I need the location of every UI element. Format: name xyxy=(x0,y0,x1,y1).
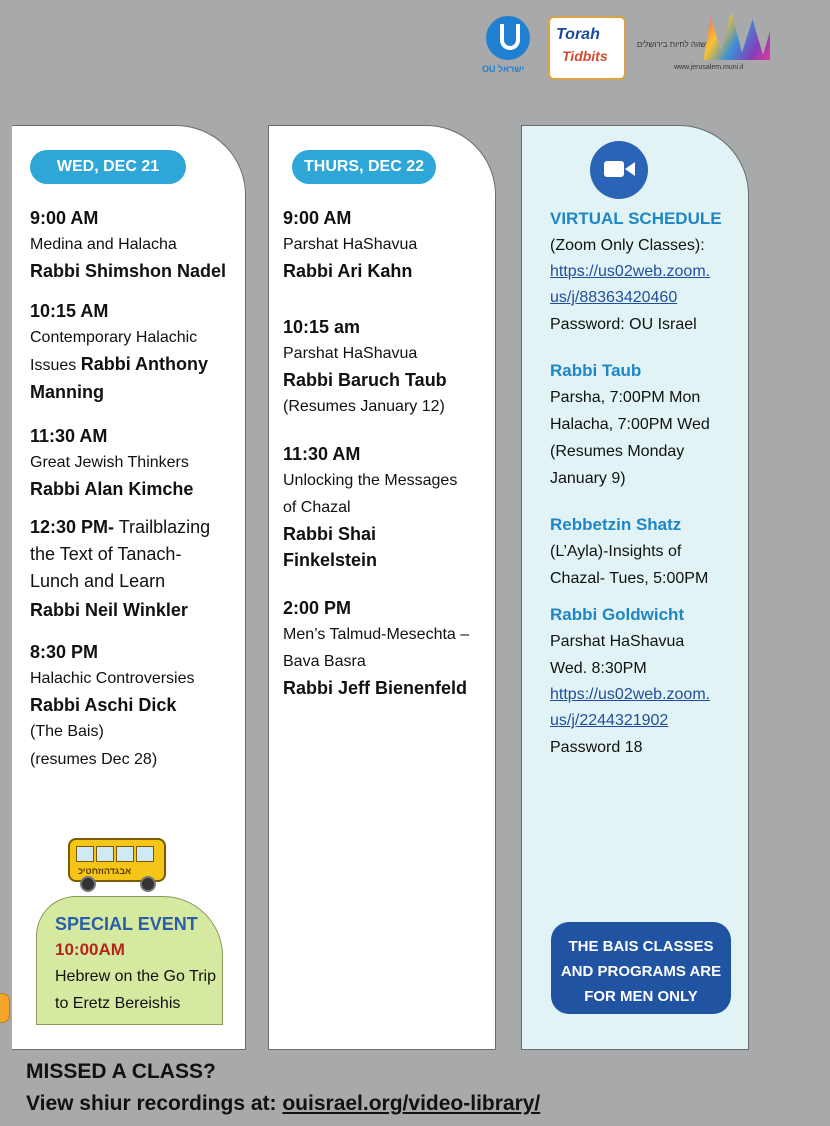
class-time: 2:00 PM xyxy=(283,598,352,618)
zoom-video-icon xyxy=(590,141,648,199)
day-badge-wed: WED, DEC 21 xyxy=(30,150,186,184)
virtual-rabbi-name: Rabbi Goldwicht xyxy=(550,605,685,624)
video-library-link[interactable]: ouisrael.org/video-library/ xyxy=(282,1092,541,1115)
bus-wheel xyxy=(80,876,96,892)
class-rabbi: Rabbi Ari Kahn xyxy=(283,261,413,281)
notice-line: THE BAIS CLASSES xyxy=(568,938,714,955)
class-rabbi: Rabbi Baruch Taub xyxy=(283,370,447,390)
notice-line: FOR MEN ONLY xyxy=(584,988,698,1005)
bus-body xyxy=(68,838,166,882)
class-entry xyxy=(283,441,488,573)
zoom-password-1: Password: OU Israel xyxy=(550,316,697,333)
virtual-detail: Parsha, 7:00PM Mon xyxy=(550,389,701,406)
torah-logo-line2: Tidbits xyxy=(562,48,608,64)
class-time: 11:30 AM xyxy=(30,426,108,446)
special-event-desc: Hebrew on the Go Trip to Eretz Bereishis xyxy=(55,968,216,1012)
men-only-notice xyxy=(551,922,731,1014)
class-topic: Contemporary Halachic Issues xyxy=(30,329,198,374)
class-rabbi: Rabbi Shai Finkelstein xyxy=(283,524,378,570)
virtual-detail: (L’Ayla)-Insights of xyxy=(550,543,682,560)
class-topic-rabbi-wrap xyxy=(30,324,210,407)
class-entry xyxy=(30,423,240,502)
notice-line: AND PROGRAMS ARE xyxy=(560,963,722,980)
class-time: 8:30 PM xyxy=(30,642,99,662)
class-topic: Men’s Talmud-Mesechta – Bava Basra xyxy=(283,626,470,670)
virtual-schedule-subtitle: (Zoom Only Classes): xyxy=(550,237,705,254)
class-time: 9:00 AM xyxy=(283,208,352,228)
ou-logo-label: OU ישראל xyxy=(482,64,525,74)
class-time: 12:30 PM- xyxy=(30,517,115,537)
virtual-detail: Halacha, 7:00PM Wed xyxy=(550,416,710,433)
school-bus-icon xyxy=(66,838,170,894)
zoom-password-2: Password 18 xyxy=(550,739,643,756)
video-camera-icon xyxy=(604,161,624,177)
decorative-dot xyxy=(0,993,10,1023)
special-event-box xyxy=(36,896,223,1025)
class-note: (Resumes January 12) xyxy=(283,398,445,415)
class-entry xyxy=(30,298,240,407)
class-rabbi: Rabbi Anthony Manning xyxy=(30,354,209,402)
class-topic: Parshat HaShavua xyxy=(283,345,418,362)
class-time: 9:00 AM xyxy=(30,208,99,228)
jerusalem-logo-icon xyxy=(700,12,770,60)
class-note: (resumes Dec 28) xyxy=(30,751,158,768)
virtual-schedule xyxy=(550,206,745,761)
jerusalem-municipality-logo xyxy=(634,12,774,80)
class-topic: Parshat HaShavua xyxy=(283,236,418,253)
virtual-detail: Chazal- Tues, 5:00PM xyxy=(550,570,709,587)
class-entry xyxy=(30,205,240,284)
footer-heading: MISSED A CLASS? xyxy=(26,1060,216,1083)
jerusalem-logo-text: שווה לחיות בירושלים xyxy=(636,40,706,49)
video-camera-lens-icon xyxy=(625,162,635,176)
class-time: 10:15 AM xyxy=(30,301,109,321)
ou-logo-icon xyxy=(486,16,530,60)
footer-prefix: View shiur recordings at: xyxy=(26,1092,283,1115)
zoom-link-2a[interactable]: https://us02web.zoom. xyxy=(550,686,711,703)
zoom-link-1b[interactable]: us/j/88363420460 xyxy=(550,289,678,306)
virtual-detail: January 9) xyxy=(550,470,626,487)
class-entry xyxy=(30,514,240,623)
virtual-detail: Wed. 8:30PM xyxy=(550,660,647,677)
class-entry xyxy=(30,639,240,774)
virtual-schedule-title: VIRTUAL SCHEDULE xyxy=(550,209,722,228)
sponsor-logos xyxy=(482,12,772,82)
ou-israel-logo xyxy=(482,14,538,80)
zoom-link-2b[interactable]: us/j/2244321902 xyxy=(550,712,669,729)
class-topic: Medina and Halacha xyxy=(30,236,177,253)
class-entry xyxy=(283,314,488,421)
class-rabbi: Rabbi Neil Winkler xyxy=(30,600,188,620)
thursday-schedule xyxy=(283,205,488,701)
special-event-title: SPECIAL EVENT xyxy=(55,914,198,934)
virtual-detail: (Resumes Monday xyxy=(550,443,685,460)
footer-line2 xyxy=(26,1088,540,1120)
torah-tidbits-logo xyxy=(548,16,626,80)
class-time: 11:30 AM xyxy=(283,444,361,464)
class-topic: Great Jewish Thinkers xyxy=(30,454,189,471)
torah-logo-line1: Torah xyxy=(556,26,600,43)
virtual-rabbi-name: Rebbetzin Shatz xyxy=(550,515,682,534)
special-event-time: 10:00AM xyxy=(55,940,125,959)
class-rabbi: Rabbi Aschi Dick xyxy=(30,695,177,715)
class-entry xyxy=(283,205,488,284)
class-time: 10:15 am xyxy=(283,317,361,337)
class-time-topic-wrap xyxy=(30,514,220,595)
class-topic: Trailblazing the Text of Tanach- Lunch and Learn xyxy=(30,517,211,591)
virtual-detail: Parshat HaShavua xyxy=(550,633,685,650)
bus-hebrew-letters: אבגדהוזחטיכ xyxy=(78,866,132,876)
class-entry xyxy=(283,595,488,701)
wednesday-schedule xyxy=(30,205,240,774)
class-topic: Unlocking the Messages of Chazal xyxy=(283,472,458,516)
bus-wheel xyxy=(140,876,156,892)
footer-message xyxy=(26,1056,540,1120)
class-rabbi: Rabbi Jeff Bienenfeld xyxy=(283,678,468,698)
class-rabbi: Rabbi Alan Kimche xyxy=(30,479,194,499)
class-rabbi: Rabbi Shimshon Nadel xyxy=(30,261,227,281)
day-badge-thurs: THURS, DEC 22 xyxy=(292,150,436,184)
class-topic: Halachic Controversies xyxy=(30,670,195,687)
virtual-rabbi-name: Rabbi Taub xyxy=(550,361,642,380)
zoom-link-1a[interactable]: https://us02web.zoom. xyxy=(550,263,711,280)
class-note: (The Bais) xyxy=(30,723,104,740)
jerusalem-logo-url: www.jerusalem.muni.il xyxy=(674,64,744,71)
